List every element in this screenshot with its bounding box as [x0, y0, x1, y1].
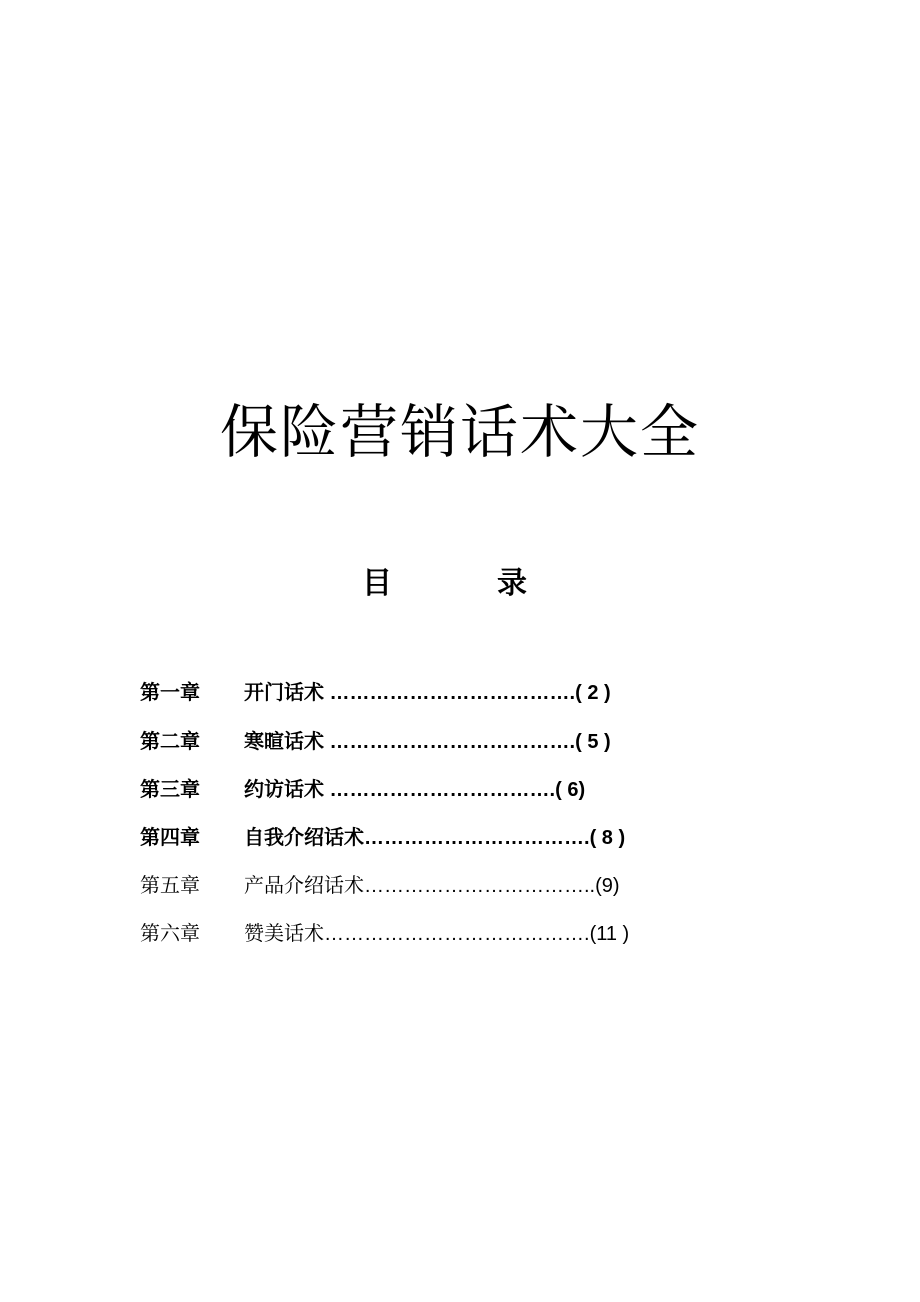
toc-entry[interactable] — [140, 822, 760, 852]
toc-entry[interactable] — [140, 774, 760, 804]
toc-page-number: (9) — [595, 875, 620, 897]
toc-chapter-title: 约访话术 — [244, 777, 324, 801]
toc-heading-char-2: 录 — [497, 566, 527, 601]
toc-dot-leader: …………………………………. — [324, 923, 590, 945]
toc-dot-leader: ……………………………. — [364, 827, 590, 849]
toc-dot-leader: ………………………………. — [324, 731, 576, 753]
toc-page-number: ( 5 ) — [575, 731, 611, 753]
toc-page-number: ( 6) — [555, 779, 586, 801]
toc-dot-leader: …………………………….. — [364, 875, 596, 897]
toc-dot-leader: ……………………………. — [324, 779, 556, 801]
toc-dot-leader: ………………………………. — [324, 682, 576, 704]
toc-chapter-title: 寒暄话术 — [244, 729, 324, 753]
toc-page-number: ( 2 ) — [575, 682, 611, 704]
toc-chapter-title: 开门话术 — [244, 680, 324, 704]
toc-chapter-number: 第二章 — [140, 729, 200, 753]
toc-entry[interactable] — [140, 918, 760, 948]
document-title: 保险营销话术大全 — [219, 397, 700, 466]
toc-entry[interactable] — [140, 726, 760, 756]
toc-entry[interactable] — [140, 677, 760, 707]
toc-heading — [0, 564, 920, 604]
toc-chapter-number: 第一章 — [140, 680, 200, 704]
toc-chapter-title: 产品介绍话术 — [244, 873, 364, 897]
toc-chapter-title: 自我介绍话术 — [244, 825, 364, 849]
toc-chapter-number: 第六章 — [140, 921, 200, 945]
toc-chapter-number: 第三章 — [140, 777, 200, 801]
toc-chapter-title: 赞美话术 — [244, 921, 324, 945]
toc-page-number: ( 8 ) — [589, 827, 626, 849]
toc-entry[interactable] — [140, 870, 760, 900]
toc-chapter-number: 第五章 — [140, 873, 200, 897]
toc-page-number: (11 ) — [589, 923, 630, 945]
toc-chapter-number: 第四章 — [140, 825, 200, 849]
toc-heading-char-1: 目 — [362, 566, 392, 601]
